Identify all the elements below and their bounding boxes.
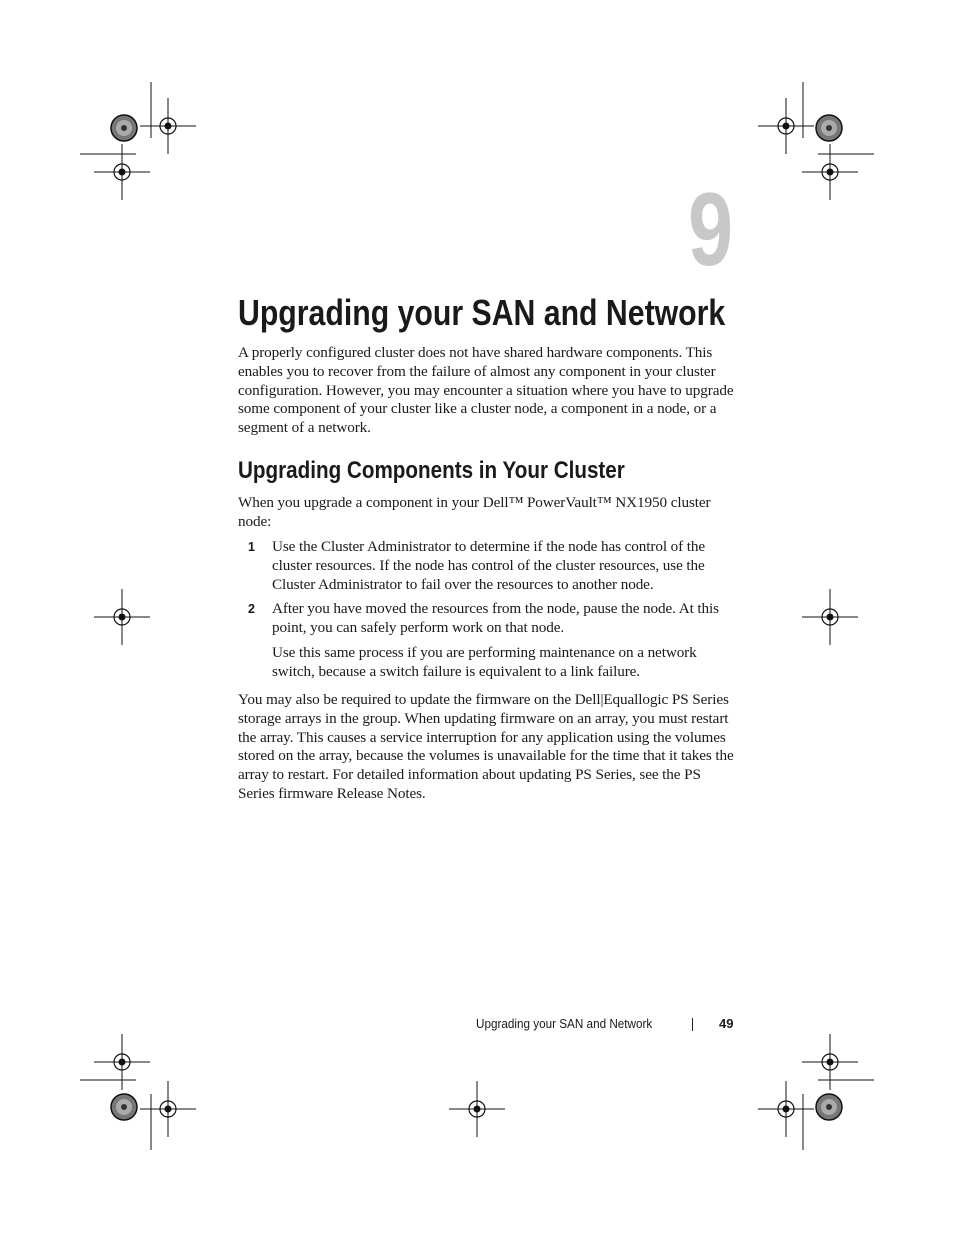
- section-title: Upgrading Components in Your Cluster: [238, 457, 625, 484]
- step-number-2: 2: [248, 602, 255, 616]
- step-text-1: Use the Cluster Administrator to determine if the node has control of the cluster resources. If the node has control of the cluster resources, use the Cluster Administrator to fail over the resources to another node.: [272, 538, 706, 593]
- footer-chapter-title: Upgrading your SAN and Network: [476, 1016, 653, 1031]
- step-text-2: After you have moved the resources from the node, pause the node. At this point, you can safely perform work on that node.: [272, 600, 719, 636]
- page-number: 49: [719, 1016, 734, 1031]
- step-note-2: Use this same process if you are performing maintenance on a network switch, because a switch failure is equivalent to a link failure.: [272, 644, 697, 680]
- footer-separator: [692, 1018, 693, 1031]
- step-number-1: 1: [248, 540, 255, 554]
- chapter-number: 9: [688, 172, 734, 288]
- section-lead-paragraph: When you upgrade a component in your Dell™ PowerVault™ NX1950 cluster node:: [238, 494, 711, 530]
- chapter-title: Upgrading your SAN and Network: [238, 292, 726, 333]
- intro-paragraph: A properly configured cluster does not have shared hardware components. This enables you to recover from the failure of almost any component in your cluster configuration. However, you may encounter a situation where you have to upgrade some component of your cluster like a cluster node, a component in a node, or a segment of a network.: [238, 344, 734, 437]
- closing-paragraph: You may also be required to update the firmware on the Dell|Equallogic PS Series storage arrays in the group. When updating firmware on an array, you must restart the array. This causes a service interruption for any application using the volumes stored on the array, because the volumes is unavailable for the time that it takes the array to restart. For detailed information about updating PS Series, see the PS Series firmware Release Notes.: [238, 691, 734, 802]
